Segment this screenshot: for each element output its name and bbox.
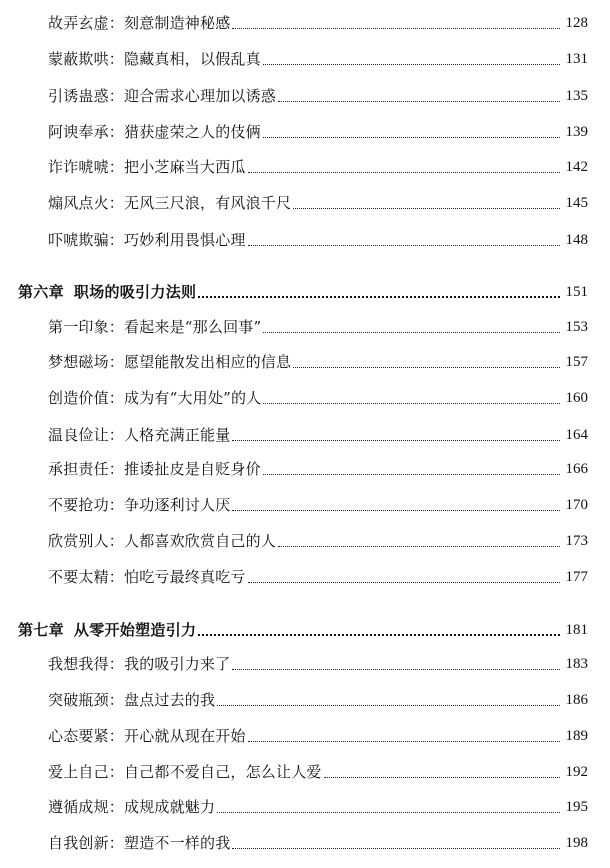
leader-dots xyxy=(293,208,560,209)
toc-entry[interactable] xyxy=(0,687,610,711)
toc-entry[interactable] xyxy=(0,46,610,70)
leader-dots xyxy=(217,705,560,706)
toc-entry-title: 不要太精：怕吃亏最终真吃亏 xyxy=(48,568,246,586)
toc-chapter-entry[interactable] xyxy=(0,279,610,303)
leader-dots xyxy=(263,332,560,333)
toc-entry[interactable] xyxy=(0,456,610,480)
leader-dots xyxy=(324,777,560,778)
toc-chapter-title xyxy=(18,619,196,641)
leader-dots xyxy=(293,367,560,368)
leader-dots xyxy=(232,28,560,29)
toc-entry-title: 阿谀奉承：猎获虚荣之人的伎俩 xyxy=(48,123,261,141)
toc-entry-title: 遵循成规：成规成就魅力 xyxy=(48,798,216,816)
chapter-number: 第六章 xyxy=(18,283,64,301)
toc-entry[interactable] xyxy=(0,723,610,747)
toc-entry-title: 温良俭让：人格充满正能量 xyxy=(48,426,231,444)
toc-chapter-entry[interactable] xyxy=(0,617,610,641)
toc-entry-page: 183 xyxy=(565,656,588,672)
leader-dots xyxy=(263,64,560,65)
toc-entry-title: 爱上自己：自己都不爱自己，怎么让人爱 xyxy=(48,763,322,781)
toc-entry-page: 198 xyxy=(565,835,588,851)
toc-entry[interactable] xyxy=(0,422,610,446)
toc-entry-page: 189 xyxy=(565,728,588,744)
toc-entry-page: 148 xyxy=(565,232,588,248)
leader-dots xyxy=(198,634,560,636)
leader-dots xyxy=(217,812,560,813)
toc-entry-title: 诈诈唬唬：把小芝麻当大西瓜 xyxy=(48,158,246,176)
toc-entry-title: 突破瓶颈：盘点过去的我 xyxy=(48,691,216,709)
toc-entry[interactable] xyxy=(0,830,610,854)
toc-entry-title: 心态要紧：开心就从现在开始 xyxy=(48,727,246,745)
toc-entry-title: 吓唬欺骗：巧妙利用畏惧心理 xyxy=(48,231,246,249)
toc-entry-title: 我想我得：我的吸引力来了 xyxy=(48,655,231,673)
toc-entry-page: 186 xyxy=(565,692,588,708)
toc-entry[interactable] xyxy=(0,564,610,588)
toc-entry-page: 142 xyxy=(565,159,588,175)
toc-entry[interactable] xyxy=(0,10,610,34)
toc-entry-title: 承担责任：推诿扯皮是自贬身价 xyxy=(48,460,261,478)
toc-entry[interactable] xyxy=(0,154,610,178)
leader-dots xyxy=(232,669,560,670)
toc-entry[interactable] xyxy=(0,349,610,373)
toc-entry[interactable] xyxy=(0,759,610,783)
toc-entry-title: 不要抢功：争功逐利讨人厌 xyxy=(48,496,231,514)
toc-entry-page: 128 xyxy=(565,15,588,31)
toc-entry[interactable] xyxy=(0,190,610,214)
chapter-name: 从零开始塑造引力 xyxy=(73,621,197,639)
toc-entry[interactable] xyxy=(0,385,610,409)
toc-entry-page: 170 xyxy=(565,497,588,513)
toc-entry-page: 192 xyxy=(565,764,588,780)
toc-entry-title: 梦想磁场：愿望能散发出相应的信息 xyxy=(48,353,292,371)
leader-dots xyxy=(263,474,560,475)
toc-entry-page: 157 xyxy=(565,354,588,370)
toc-entry[interactable] xyxy=(0,651,610,675)
leader-dots xyxy=(232,510,560,511)
toc-entry-page: 181 xyxy=(565,622,588,638)
toc-entry-page: 153 xyxy=(565,319,588,335)
leader-dots xyxy=(248,172,560,173)
toc-entry-page: 131 xyxy=(565,51,588,67)
chapter-number: 第七章 xyxy=(18,621,64,639)
leader-dots xyxy=(248,582,560,583)
toc-entry-title: 蒙蔽欺哄：隐藏真相，以假乱真 xyxy=(48,50,261,68)
leader-dots xyxy=(278,101,560,102)
toc-chapter-title xyxy=(18,281,196,303)
leader-dots xyxy=(248,741,560,742)
leader-dots xyxy=(248,245,560,246)
leader-dots xyxy=(263,137,560,138)
toc-entry-title: 自我创新：塑造不一样的我 xyxy=(48,834,231,852)
leader-dots xyxy=(232,848,560,849)
toc-entry[interactable] xyxy=(0,83,610,107)
toc-entry-title: 故弄玄虚：刻意制造神秘感 xyxy=(48,14,231,32)
toc-entry-title: 煽风点火：无风三尺浪，有风浪千尺 xyxy=(48,194,292,212)
chapter-name: 职场的吸引力法则 xyxy=(73,283,197,301)
toc-entry[interactable] xyxy=(0,794,610,818)
leader-dots xyxy=(198,296,560,298)
toc-entry[interactable] xyxy=(0,314,610,338)
leader-dots xyxy=(263,403,560,404)
toc-entry-title: 欣赏别人：人都喜欢欣赏自己的人 xyxy=(48,532,277,550)
toc-entry[interactable] xyxy=(0,119,610,143)
toc-entry-page: 151 xyxy=(565,284,588,300)
leader-dots xyxy=(232,440,560,441)
toc-entry[interactable] xyxy=(0,492,610,516)
toc-entry-page: 173 xyxy=(565,533,588,549)
toc-entry-title: 第一印象：看起来是“那么回事” xyxy=(48,318,262,336)
toc-entry-page: 139 xyxy=(565,124,588,140)
toc-entry-page: 177 xyxy=(565,569,588,585)
toc-entry-page: 135 xyxy=(565,88,588,104)
toc-entry-title: 引诱蛊惑：迎合需求心理加以诱惑 xyxy=(48,87,277,105)
toc-entry-page: 145 xyxy=(565,195,588,211)
toc-entry-title: 创造价值：成为有“大用处”的人 xyxy=(48,389,262,407)
toc-entry[interactable] xyxy=(0,227,610,251)
toc-entry-page: 195 xyxy=(565,799,588,815)
toc-entry-page: 166 xyxy=(565,461,588,477)
leader-dots xyxy=(278,546,560,547)
toc-entry[interactable] xyxy=(0,528,610,552)
toc-entry-page: 164 xyxy=(565,427,588,443)
toc-entry-page: 160 xyxy=(565,390,588,406)
